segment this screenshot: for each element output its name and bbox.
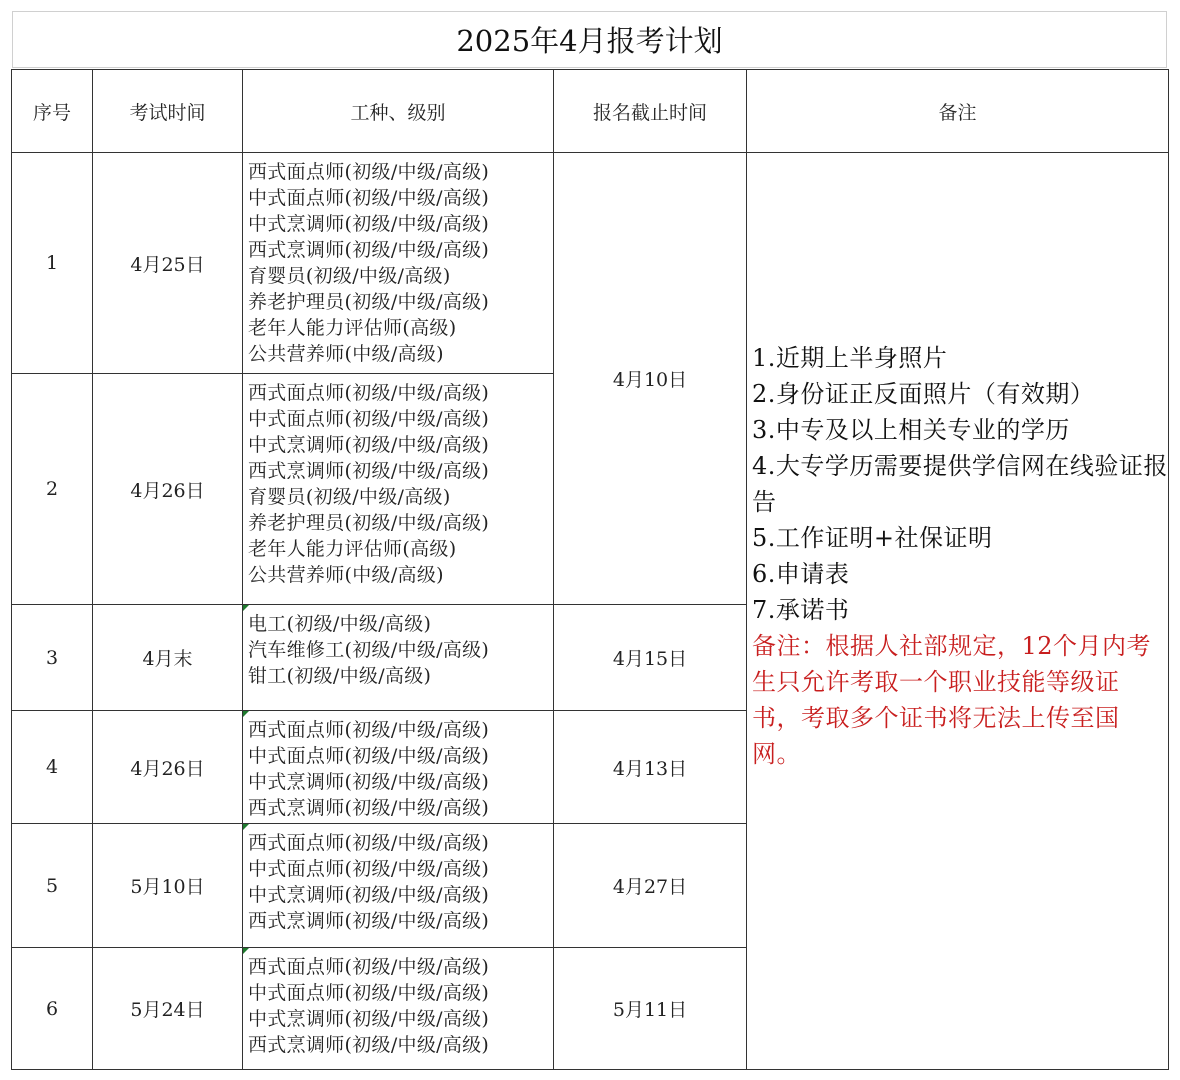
header-index: 序号 xyxy=(12,70,93,153)
comment-marker-icon xyxy=(243,605,249,611)
job-item: 中式面点师(初级/中级/高级) xyxy=(248,408,490,430)
header-notes: 备注 xyxy=(747,70,1169,153)
exam-plan-table xyxy=(11,69,1169,1070)
job-item: 西式烹调师(初级/中级/高级) xyxy=(248,910,490,932)
row-index: 3 xyxy=(12,605,93,711)
row-exam-time: 4月26日 xyxy=(93,711,243,824)
comment-marker-icon xyxy=(243,948,249,954)
note-item: 3.中专及以上相关专业的学历 xyxy=(752,416,1070,444)
job-item: 中式烹调师(初级/中级/高级) xyxy=(248,213,490,235)
job-item: 中式烹调师(初级/中级/高级) xyxy=(248,771,490,793)
note-item: 2.身份证正反面照片（有效期） xyxy=(752,380,1095,408)
row-exam-time: 4月末 xyxy=(93,605,243,711)
row-exam-time: 4月26日 xyxy=(93,374,243,605)
row-index: 2 xyxy=(12,374,93,605)
note-item: 5.工作证明+社保证明 xyxy=(752,524,993,552)
job-item: 育婴员(初级/中级/高级) xyxy=(248,265,451,287)
row-deadline: 5月11日 xyxy=(554,948,747,1070)
job-item: 养老护理员(初级/中级/高级) xyxy=(248,291,490,313)
header-row xyxy=(12,70,1169,153)
row-index: 4 xyxy=(12,711,93,824)
job-item: 电工(初级/中级/高级) xyxy=(248,613,432,635)
note-item: 1.近期上半身照片 xyxy=(752,344,948,372)
comment-marker-icon xyxy=(243,824,249,830)
job-item: 西式烹调师(初级/中级/高级) xyxy=(248,239,490,261)
note-item: 6.申请表 xyxy=(752,560,850,588)
job-item: 老年人能力评估师(高级) xyxy=(248,538,457,560)
row-exam-time: 5月10日 xyxy=(93,824,243,948)
job-item: 中式面点师(初级/中级/高级) xyxy=(248,858,490,880)
notes-cell xyxy=(747,153,1169,1070)
header-exam-time: 考试时间 xyxy=(93,70,243,153)
header-job-level: 工种、级别 xyxy=(243,70,554,153)
job-item: 西式烹调师(初级/中级/高级) xyxy=(248,797,490,819)
row-index: 1 xyxy=(12,153,93,374)
job-item: 中式烹调师(初级/中级/高级) xyxy=(248,884,490,906)
row-jobs xyxy=(243,948,554,1070)
row-jobs xyxy=(243,711,554,824)
page-title: 2025年4月报考计划 xyxy=(12,11,1167,68)
job-item: 中式烹调师(初级/中级/高级) xyxy=(248,434,490,456)
row-jobs xyxy=(243,153,554,374)
job-item: 养老护理员(初级/中级/高级) xyxy=(248,512,490,534)
row-jobs xyxy=(243,824,554,948)
row-deadline: 4月10日 xyxy=(554,153,747,605)
job-item: 西式面点师(初级/中级/高级) xyxy=(248,956,490,978)
row-jobs xyxy=(243,605,554,711)
note-item: 4.大专学历需要提供学信网在线验证报告 xyxy=(752,452,1168,516)
row-index: 6 xyxy=(12,948,93,1070)
row-exam-time: 4月25日 xyxy=(93,153,243,374)
job-item: 西式烹调师(初级/中级/高级) xyxy=(248,460,490,482)
job-item: 西式烹调师(初级/中级/高级) xyxy=(248,1034,490,1056)
job-item: 西式面点师(初级/中级/高级) xyxy=(248,832,490,854)
row-deadline: 4月13日 xyxy=(554,711,747,824)
job-item: 钳工(初级/中级/高级) xyxy=(248,665,432,687)
job-item: 汽车维修工(初级/中级/高级) xyxy=(248,639,490,661)
job-item: 中式烹调师(初级/中级/高级) xyxy=(248,1008,490,1030)
header-deadline: 报名截止时间 xyxy=(554,70,747,153)
row-deadline: 4月27日 xyxy=(554,824,747,948)
job-item: 西式面点师(初级/中级/高级) xyxy=(248,382,490,404)
job-item: 公共营养师(中级/高级) xyxy=(248,343,444,365)
table-row xyxy=(12,153,1169,374)
job-item: 西式面点师(初级/中级/高级) xyxy=(248,161,490,183)
row-index: 5 xyxy=(12,824,93,948)
row-exam-time: 5月24日 xyxy=(93,948,243,1070)
job-item: 公共营养师(中级/高级) xyxy=(248,564,444,586)
job-item: 育婴员(初级/中级/高级) xyxy=(248,486,451,508)
job-item: 西式面点师(初级/中级/高级) xyxy=(248,719,490,741)
job-item: 中式面点师(初级/中级/高级) xyxy=(248,745,490,767)
comment-marker-icon xyxy=(243,711,249,717)
job-item: 老年人能力评估师(高级) xyxy=(248,317,457,339)
note-item: 7.承诺书 xyxy=(752,596,850,624)
remark-text: 备注：根据人社部规定，12个月内考生只允许考取一个职业技能等级证书，考取多个证书将无法上传至国网。 xyxy=(752,632,1152,768)
row-jobs xyxy=(243,374,554,605)
job-item: 中式面点师(初级/中级/高级) xyxy=(248,982,490,1004)
job-item: 中式面点师(初级/中级/高级) xyxy=(248,187,490,209)
row-deadline: 4月15日 xyxy=(554,605,747,711)
